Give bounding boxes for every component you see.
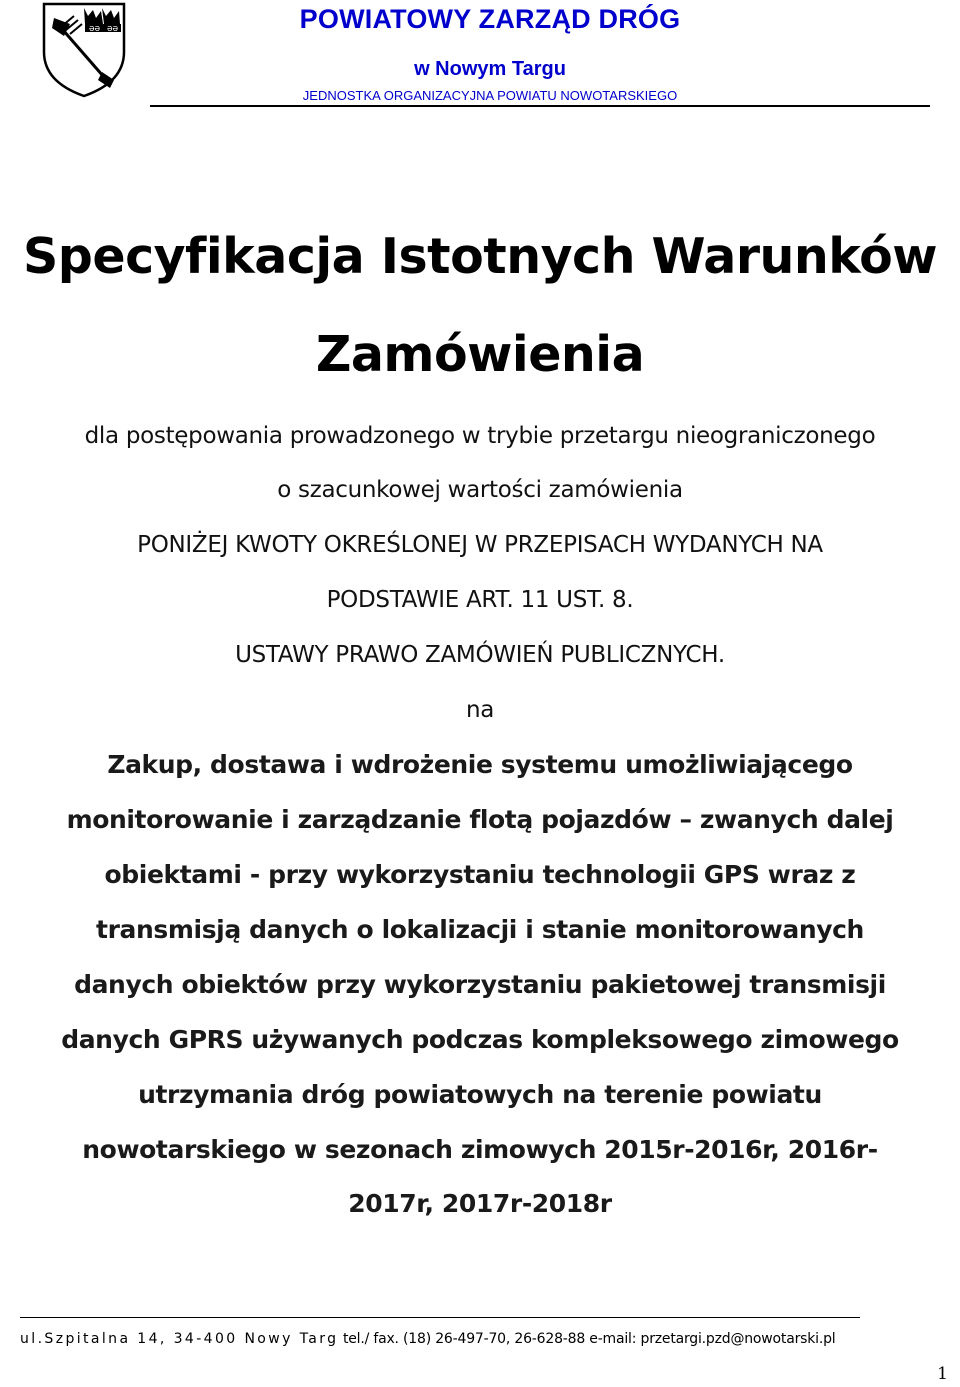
header-divider xyxy=(150,105,930,107)
svg-text:ƏƏ: ƏƏ xyxy=(106,25,119,33)
subject-line: danych obiektów przy wykorzystaniu pakietowej transmisji xyxy=(74,970,886,999)
intro-line: dla postępowania prowadzonego w trybie przetargu nieograniczonego xyxy=(84,423,876,449)
footer xyxy=(20,1331,950,1347)
intro-line: na xyxy=(465,697,495,723)
organization-city: w Nowym Targu xyxy=(414,58,566,80)
intro-line: PODSTAWIE ART. 11 UST. 8. xyxy=(326,587,634,613)
subject-line: danych GPRS używanych podczas kompleksowego zimowego xyxy=(61,1025,899,1054)
subject-line: transmisją danych o lokalizacji i stanie monitorowanych xyxy=(96,915,864,944)
page-number: 1 xyxy=(937,1364,948,1384)
organization-name: POWIATOWY ZARZĄD DRÓG xyxy=(299,4,681,34)
coat-of-arms-icon xyxy=(40,0,128,98)
footer-contact: tel./ fax. (18) 26-497-70, 26-628-88 e-mail: przetargi.pzd@nowotarski.pl xyxy=(342,1331,836,1347)
subject-line: 2017r, 2017r-2018r xyxy=(348,1189,612,1218)
subject-line: nowotarskiego w sezonach zimowych 2015r-2016r, 2016r- xyxy=(82,1135,878,1164)
document-title-line-2: Zamówienia xyxy=(315,326,645,383)
intro-line: PONIŻEJ KWOTY OKREŚLONEJ W PRZEPISACH WYDANYCH NA xyxy=(137,532,823,558)
footer-divider xyxy=(20,1317,860,1318)
document-title-line-1: Specyfikacja Istotnych Warunków xyxy=(22,228,938,285)
subject-line: monitorowanie i zarządzanie flotą pojazdów – zwanych dalej xyxy=(66,805,894,834)
subject-line: obiektami - przy wykorzystaniu technologii GPS wraz z xyxy=(104,860,856,889)
subject-line: utrzymania dróg powiatowych na terenie powiatu xyxy=(138,1080,822,1109)
intro-line: o szacunkowej wartości zamówienia xyxy=(277,477,683,503)
intro-line: USTAWY PRAWO ZAMÓWIEŃ PUBLICZNYCH. xyxy=(235,642,725,668)
footer-address: ul.Szpitalna 14, 34-400 Nowy Targ xyxy=(20,1331,339,1347)
subject-line: Zakup, dostawa i wdrożenie systemu umożliwiającego xyxy=(107,750,853,779)
organization-unit: JEDNOSTKA ORGANIZACYJNA POWIATU NOWOTARSKIEGO xyxy=(302,88,678,103)
svg-text:ƏƏ: ƏƏ xyxy=(88,25,101,33)
